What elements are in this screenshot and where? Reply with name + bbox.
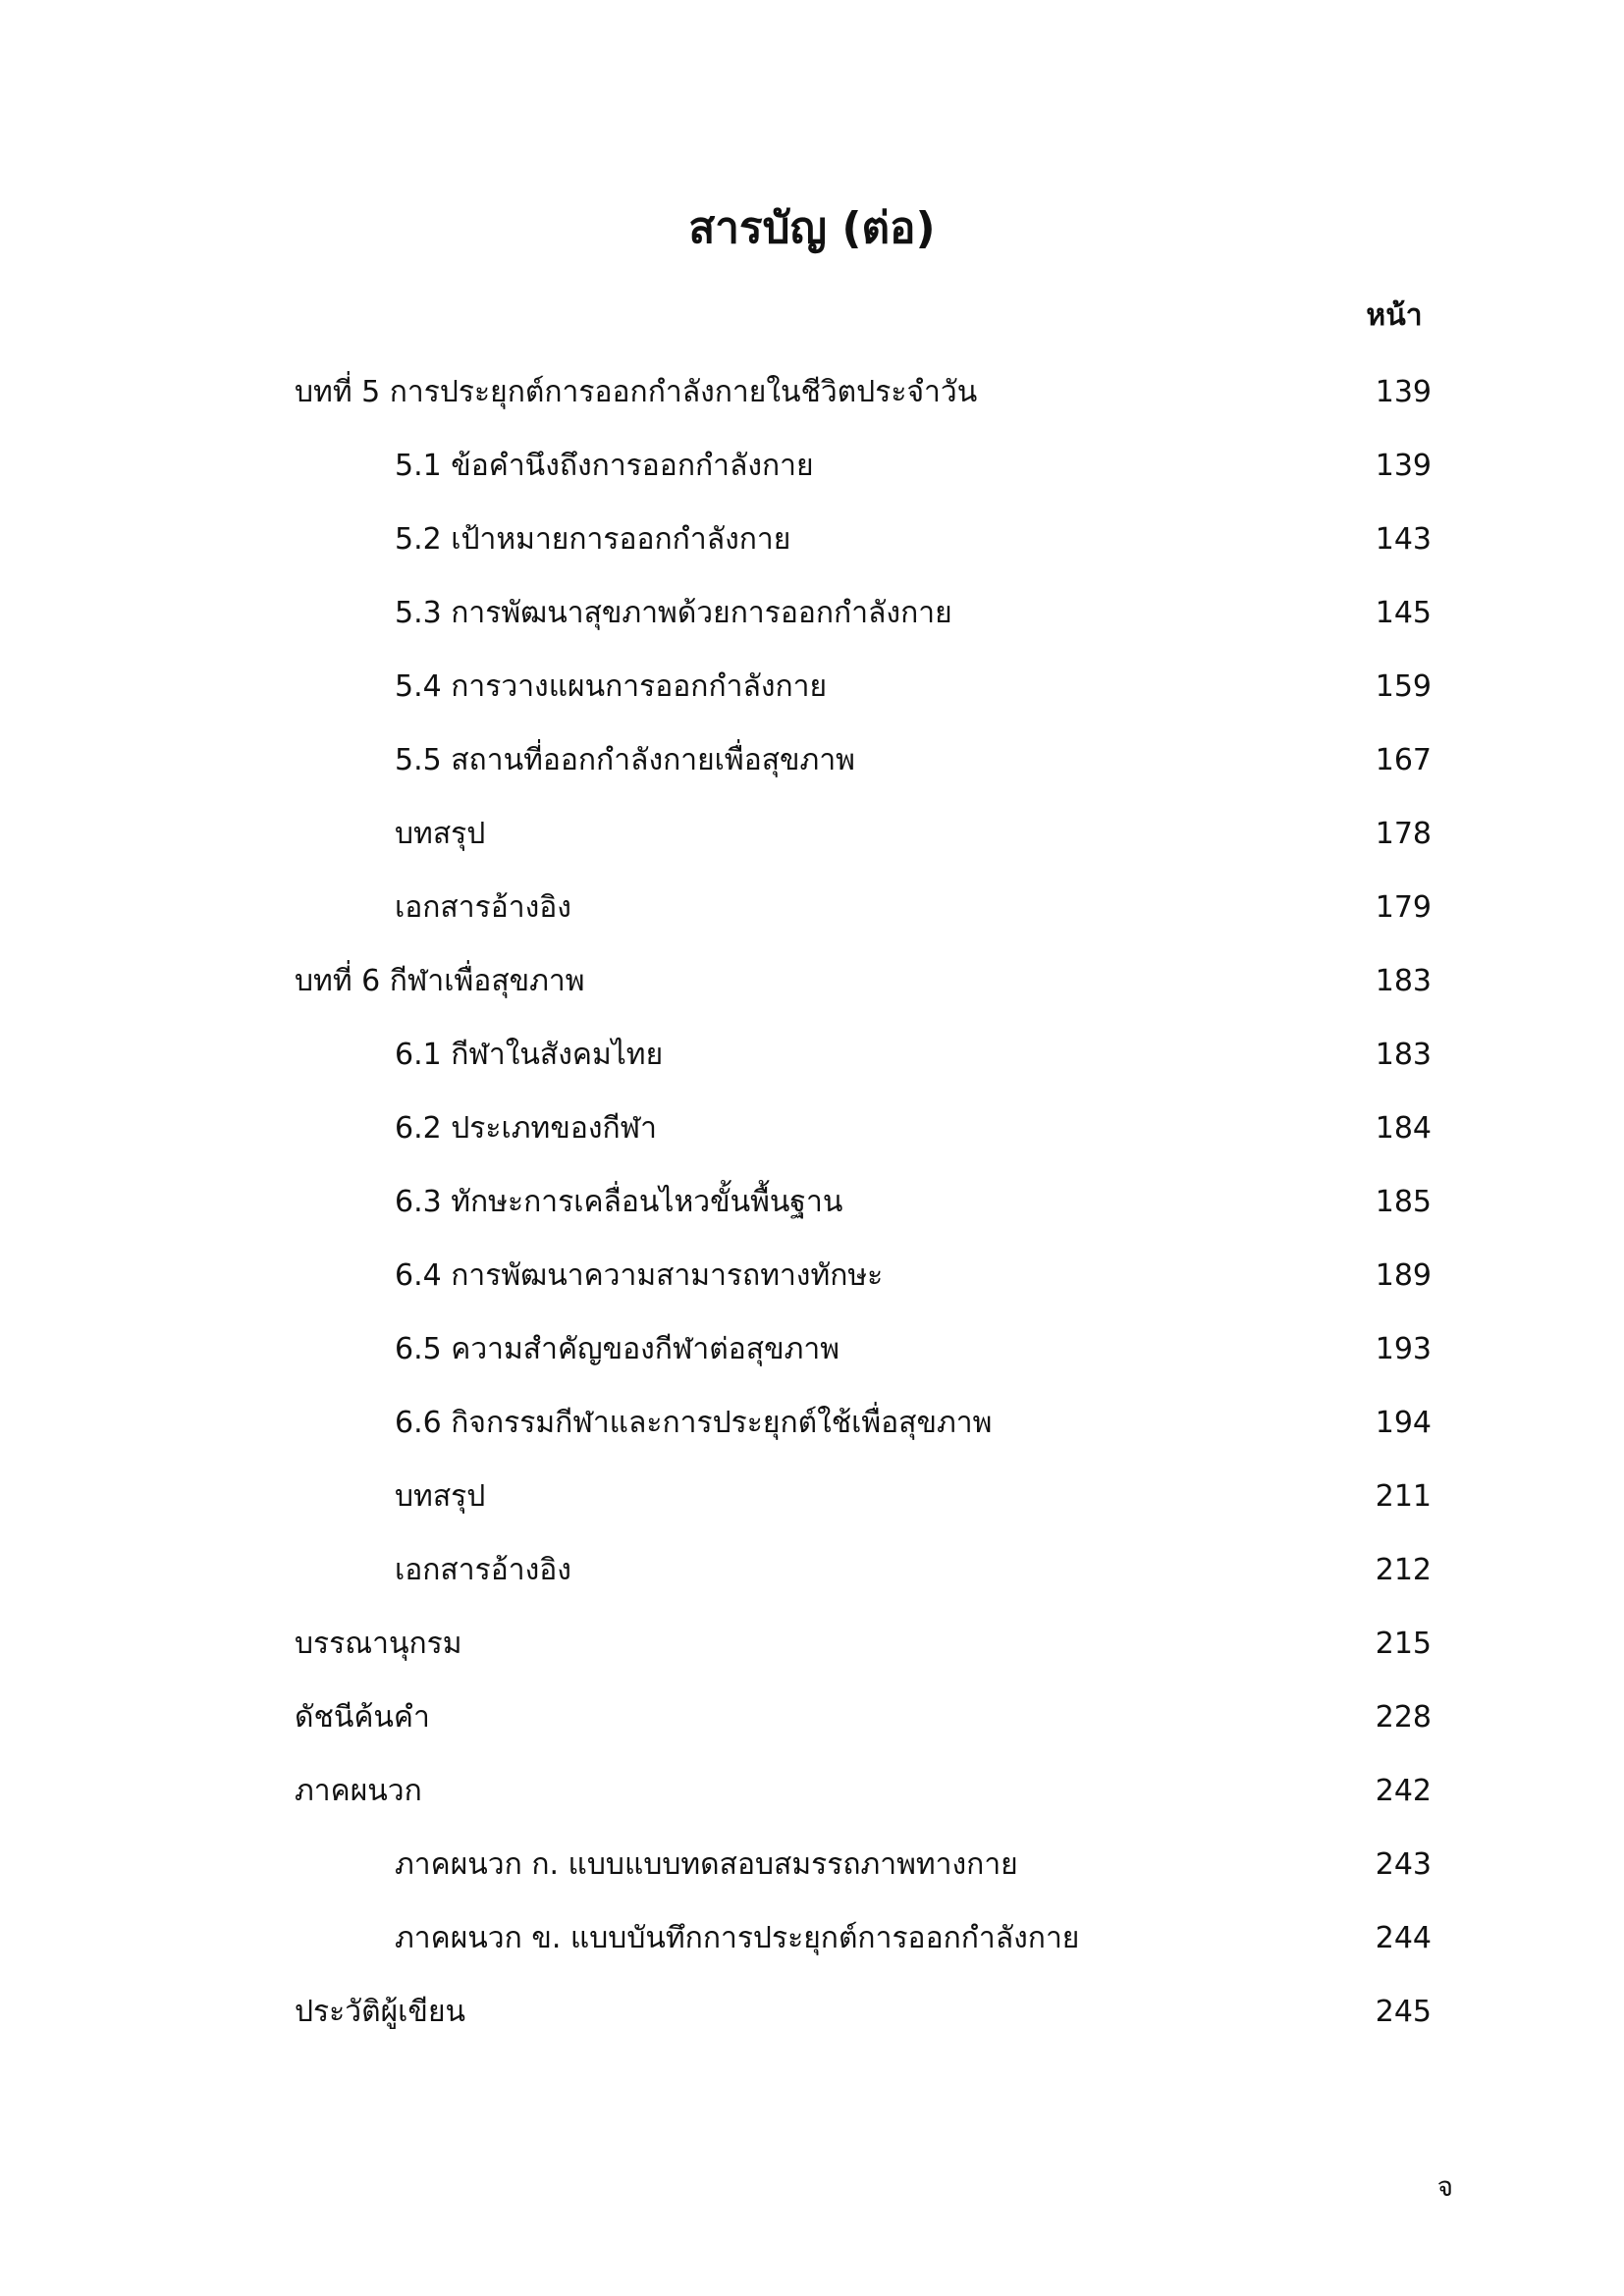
toc-entry-label: 5.1 ข้อคำนึงถึงการออกกำลังกาย bbox=[395, 449, 814, 483]
toc-entry-label: ภาคผนวก bbox=[295, 1774, 422, 1808]
toc-entry-page: 167 bbox=[1375, 743, 1432, 777]
toc-entry-label: บรรณานุกรม bbox=[295, 1627, 462, 1661]
toc-entry-label: 6.6 กิจกรรมกีฬาและการประยุกต์ใช้เพื่อสุขภาพ bbox=[395, 1406, 993, 1440]
toc-entry-section[interactable] bbox=[0, 1034, 1624, 1077]
toc-entry-section[interactable] bbox=[0, 1328, 1624, 1371]
toc-entry-index[interactable] bbox=[0, 1696, 1624, 1739]
toc-entry-label: ดัชนีค้นคำ bbox=[295, 1700, 430, 1735]
toc-entry-label: ประวัติผู้เขียน bbox=[295, 1995, 466, 2029]
toc-entry-page: 179 bbox=[1375, 890, 1432, 925]
toc-entry-section[interactable] bbox=[0, 739, 1624, 782]
toc-entry-label: เอกสารอ้างอิง bbox=[395, 1553, 571, 1587]
toc-entry-label: 5.4 การวางแผนการออกกำลังกาย bbox=[395, 669, 828, 704]
toc-entry-label: ภาคผนวก ก. แบบแบบทดสอบสมรรถภาพทางกาย bbox=[395, 1847, 1018, 1882]
toc-entry-label: 6.1 กีฬาในสังคมไทย bbox=[395, 1038, 664, 1072]
toc-entry-page: 215 bbox=[1375, 1627, 1432, 1661]
toc-entry-page: 189 bbox=[1375, 1258, 1432, 1293]
page-title: สารบัญ (ต่อ) bbox=[688, 203, 936, 253]
toc-entry-label: บทที่ 5 การประยุกต์การออกกำลังกายในชีวิตประจำวัน bbox=[295, 375, 978, 409]
toc-entry-page: 228 bbox=[1375, 1700, 1432, 1735]
toc-entry-page: 194 bbox=[1375, 1406, 1432, 1440]
toc-entry-label: 6.2 ประเภทของกีฬา bbox=[395, 1111, 658, 1146]
toc-entry-references[interactable] bbox=[0, 1549, 1624, 1592]
toc-entry-page: 183 bbox=[1375, 964, 1432, 998]
toc-entry-page: 242 bbox=[1375, 1774, 1432, 1808]
toc-entry-section[interactable] bbox=[0, 1402, 1624, 1445]
toc-entry-label: 5.3 การพัฒนาสุขภาพด้วยการออกกำลังกาย bbox=[395, 596, 952, 630]
toc-entry-label: เอกสารอ้างอิง bbox=[395, 890, 571, 925]
page-column-header: หน้า bbox=[1366, 298, 1423, 333]
toc-entry-page: 211 bbox=[1375, 1479, 1432, 1514]
toc-entry-section[interactable] bbox=[0, 1107, 1624, 1150]
toc-entry-label: ภาคผนวก ข. แบบบันทึกการประยุกต์การออกกำลังกาย bbox=[395, 1921, 1080, 1955]
toc-entry-section[interactable] bbox=[0, 666, 1624, 709]
toc-entry-summary[interactable] bbox=[0, 1475, 1624, 1519]
toc-entry-label: 6.4 การพัฒนาความสามารถทางทักษะ bbox=[395, 1258, 884, 1293]
toc-entry-author-biography[interactable] bbox=[0, 1991, 1624, 2034]
toc-entry-page: 183 bbox=[1375, 1038, 1432, 1072]
toc-entry-page: 212 bbox=[1375, 1553, 1432, 1587]
toc-entry-page: 244 bbox=[1375, 1921, 1432, 1955]
toc-entry-page: 185 bbox=[1375, 1185, 1432, 1219]
toc-entry-page: 143 bbox=[1375, 522, 1432, 557]
toc-entry-page: 184 bbox=[1375, 1111, 1432, 1146]
toc-entry-page: 178 bbox=[1375, 817, 1432, 851]
toc-entry-bibliography[interactable] bbox=[0, 1623, 1624, 1666]
toc-entry-label: บทสรุป bbox=[395, 817, 486, 851]
toc-entry-appendix[interactable] bbox=[0, 1770, 1624, 1813]
toc-entry-label: บทที่ 6 กีฬาเพื่อสุขภาพ bbox=[295, 964, 585, 998]
toc-entry-label: 6.3 ทักษะการเคลื่อนไหวขั้นพื้นฐาน bbox=[395, 1185, 843, 1219]
toc-entry-section[interactable] bbox=[0, 1255, 1624, 1298]
toc-entry-section[interactable] bbox=[0, 592, 1624, 635]
toc-entry-page: 139 bbox=[1375, 449, 1432, 483]
toc-entry-label: 5.2 เป้าหมายการออกกำลังกาย bbox=[395, 522, 791, 557]
toc-entry-chapter-5[interactable] bbox=[0, 371, 1624, 414]
toc-entry-references[interactable] bbox=[0, 886, 1624, 930]
toc-entry-chapter-6[interactable] bbox=[0, 960, 1624, 1003]
toc-entry-section[interactable] bbox=[0, 1181, 1624, 1224]
toc-entry-page: 243 bbox=[1375, 1847, 1432, 1882]
toc-entry-page: 245 bbox=[1375, 1995, 1432, 2029]
page-folio: จ bbox=[1436, 2170, 1453, 2203]
toc-entry-label: 5.5 สถานที่ออกกำลังกายเพื่อสุขภาพ bbox=[395, 743, 855, 777]
toc-entry-appendix-b[interactable] bbox=[0, 1917, 1624, 1960]
toc-entry-summary[interactable] bbox=[0, 813, 1624, 856]
toc-entry-appendix-a[interactable] bbox=[0, 1843, 1624, 1887]
toc-entry-label: บทสรุป bbox=[395, 1479, 486, 1514]
toc-entry-section[interactable] bbox=[0, 518, 1624, 561]
toc-entry-page: 159 bbox=[1375, 669, 1432, 704]
toc-entry-page: 145 bbox=[1375, 596, 1432, 630]
toc-entry-label: 6.5 ความสำคัญของกีฬาต่อสุขภาพ bbox=[395, 1332, 839, 1366]
toc-entry-section[interactable] bbox=[0, 445, 1624, 488]
toc-entry-page: 193 bbox=[1375, 1332, 1432, 1366]
toc-entry-page: 139 bbox=[1375, 375, 1432, 409]
